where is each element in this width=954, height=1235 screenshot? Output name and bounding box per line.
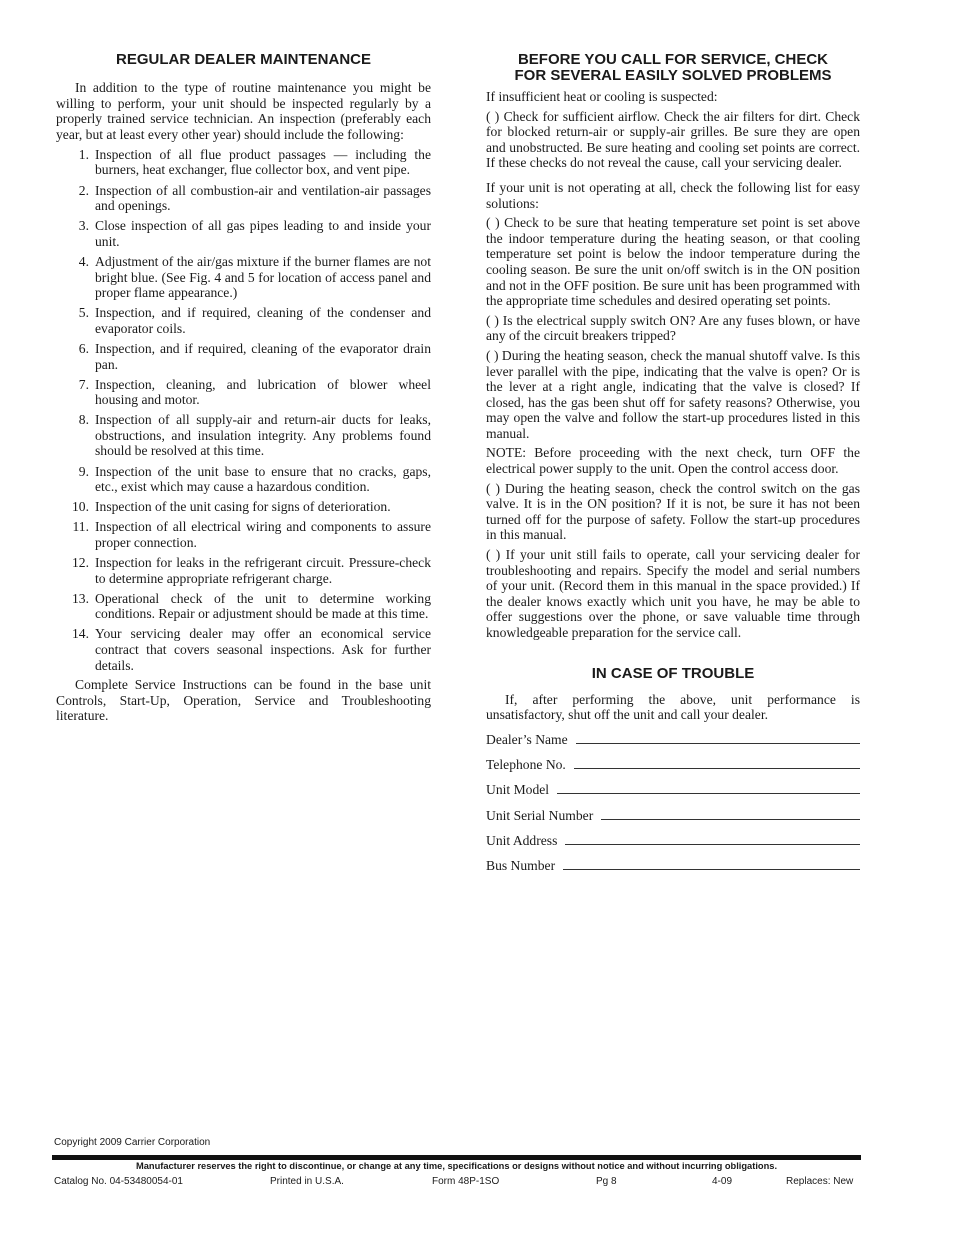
footer-rule: [52, 1155, 861, 1160]
list-number: 11.: [72, 519, 89, 535]
list-text: Inspection, and if required, cleaning of the condenser and evaporator coils.: [95, 305, 431, 336]
maintenance-heading: REGULAR DEALER MAINTENANCE: [116, 51, 371, 68]
note-power-off: NOTE: Before proceeding with the next check, turn OFF the electrical power supply to the unit. Open the control access door.: [486, 445, 860, 477]
list-text: Operational check of the unit to determine working conditions. Repair or adjustment should be made at this time.: [95, 590, 431, 622]
list-item: [56, 519, 431, 550]
field-label: Telephone No.: [486, 757, 566, 773]
dealer-name-field: [486, 732, 860, 748]
list-text: Inspection of the unit casing for signs of deterioration.: [95, 499, 391, 515]
list-number: 6.: [78, 340, 89, 356]
check-airflow: ( ) Check for sufficient airflow. Check the air filters for dirt. Check for blocked return-air or supply-air grilles. Be sure they are open and unobstructed. Be sure heating and cooling set points are correct. If these checks do not reveal the cause, call your servicing dealer.: [486, 108, 860, 171]
list-item: [56, 412, 431, 459]
list-number: 5.: [78, 305, 89, 321]
list-item: [56, 626, 431, 673]
unit-address-field: [486, 833, 860, 849]
list-item: [56, 147, 431, 178]
catalog-number: Catalog No. 04-53480054-01: [54, 1176, 183, 1187]
list-number: 1.: [78, 146, 89, 162]
list-item: [56, 464, 431, 495]
dealer-info-form: [486, 732, 860, 873]
list-number: 4.: [78, 253, 89, 269]
list-text: Inspection of the unit base to ensure that no cracks, gaps, etc., exist which may cause a hazardous condition.: [95, 463, 431, 495]
bus-number-field: [486, 858, 860, 874]
list-text: Inspection, cleaning, and lubrication of blower wheel housing and motor.: [95, 376, 431, 408]
check-gas-valve: ( ) During the heating season, check the control switch on the gas valve. It is in the ON position? If it is not, be sure it has not been turned off for the purpose of safety. Follow the start-up procedures in this manual.: [486, 480, 860, 543]
bus-number-line[interactable]: [563, 858, 860, 870]
call-dealer: ( ) If your unit still fails to operate, call your servicing dealer for troubleshooting and repairs. Specify the model and serial numbers of your unit. (Record them in this manual in the space provided.) If the dealer knows exactly which unit you have, he may be able to offer suggestions over the phone, or save valuable time through knowledgeable preparation for the service call.: [486, 547, 860, 640]
disclaimer: Manufacturer reserves the right to discontinue, or change at any time, specifications or designs without notice and without incurring obligations.: [135, 1161, 778, 1171]
unit-address-line[interactable]: [565, 833, 860, 845]
check-electrical: ( ) Is the electrical supply switch ON? Are any fuses blown, or have any of the circuit breakers tripped?: [486, 312, 860, 344]
list-text: Inspection of all supply-air and return-air ducts for leaks, obstructions, and insulation integrity. Any problems found should be resolved at this time.: [95, 412, 431, 459]
list-text: Inspection for leaks in the refrigerant circuit. Pressure-check to determine appropriate refrigerant charge.: [95, 555, 431, 586]
telephone-field: [486, 757, 860, 773]
list-number: 13.: [72, 590, 89, 606]
list-item: [56, 591, 431, 622]
field-label: Bus Number: [486, 857, 556, 873]
field-label: Unit Model: [486, 782, 550, 798]
list-text: Adjustment of the air/gas mixture if the burner flames are not bright blue. (See Fig. 4 and 5 for location of access panel and proper flame appearance.): [95, 253, 431, 301]
check-shutoff-valve: ( ) During the heating season, check the manual shutoff valve. Is this lever parallel with the pipe, indicating that the valve is open? Or is the lever at a right angle, indicating that the valve is closed? If closed, has the gas been shut off for safety reasons? Otherwise, you may open the valve and follow the start-up procedures listed in this manual.: [486, 347, 860, 441]
list-number: 10.: [72, 499, 89, 515]
insufficient-heat-intro: If insufficient heat or cooling is suspected:: [486, 89, 718, 104]
field-label: Unit Address: [486, 832, 558, 848]
copyright: Copyright 2009 Carrier Corporation: [54, 1137, 211, 1148]
list-number: 3.: [78, 218, 89, 234]
left-column: [56, 52, 431, 724]
list-number: 2.: [78, 182, 89, 198]
list-item: [56, 499, 431, 515]
list-item: [56, 341, 431, 372]
list-text: Close inspection of all gas pipes leading to and inside your unit.: [95, 218, 431, 249]
list-number: 8.: [78, 412, 89, 428]
right-column: [486, 52, 860, 873]
dealer-name-line[interactable]: [576, 732, 860, 744]
list-item: [56, 377, 431, 408]
telephone-line[interactable]: [574, 757, 860, 769]
form-number: Form 48P-1SO: [432, 1176, 500, 1187]
list-text: Inspection of all combustion-air and ventilation-air passages and openings.: [95, 182, 431, 214]
service-heading-line2: FOR SEVERAL EASILY SOLVED PROBLEMS: [514, 67, 832, 84]
page-number: Pg 8: [596, 1176, 617, 1187]
list-number: 12.: [72, 555, 89, 571]
printed-in: Printed in U.S.A.: [270, 1176, 344, 1187]
serial-number-line[interactable]: [601, 808, 860, 820]
not-operating-intro: If your unit is not operating at all, check the following list for easy solutions:: [486, 179, 860, 211]
check-set-point: ( ) Check to be sure that heating temperature set point is set above the indoor temperature during the heating season, or that cooling temperature set point is below the indoor temperature during the cooling season. Be sure the unit on/off switch is in the ON position and not in the OFF position. Be sure unit has been programmed with the appropriate time schedules and desired operating set points.: [486, 215, 860, 309]
trouble-heading: IN CASE OF TROUBLE: [591, 664, 755, 682]
list-text: Inspection, and if required, cleaning of the evaporator drain pan.: [95, 340, 431, 372]
field-label: Unit Serial Number: [486, 807, 594, 823]
revision-date: 4-09: [712, 1176, 733, 1187]
serial-number-field: [486, 808, 860, 824]
list-item: [56, 218, 431, 249]
service-heading: [486, 52, 860, 84]
maintenance-intro: In addition to the type of routine maintenance you might be willing to perform, your unit should be inspected regularly by a properly trained service technician. An inspection (preferably each year, but at least every other year) should include the following:: [56, 80, 431, 142]
field-label: Dealer’s Name: [486, 732, 568, 748]
list-text: Inspection of all flue product passages — including the burners, heat exchanger, flue collector box, and vent pipe.: [95, 146, 431, 178]
list-text: Inspection of all electrical wiring and components to assure proper connection.: [95, 519, 431, 550]
trouble-text: If, after performing the above, unit performance is unsatisfactory, shut off the unit and call your dealer.: [486, 691, 860, 723]
list-number: 14.: [72, 626, 89, 642]
maintenance-closing: Complete Service Instructions can be found in the base unit Controls, Start-Up, Operation, Service and Troubleshooting literature.: [56, 677, 431, 724]
list-item: [56, 183, 431, 214]
list-item: [56, 254, 431, 301]
replaces: Replaces: New: [786, 1176, 854, 1187]
unit-model-field: [486, 782, 860, 798]
list-number: 9.: [78, 463, 89, 479]
list-text: Your servicing dealer may offer an economical service contract that covers seasonal inspections. Ask for further details.: [95, 626, 431, 673]
list-item: [56, 305, 431, 336]
list-item: [56, 555, 431, 586]
list-number: 7.: [78, 376, 89, 392]
unit-model-line[interactable]: [557, 782, 860, 794]
maintenance-list: [56, 147, 431, 673]
service-heading-line1: BEFORE YOU CALL FOR SERVICE, CHECK: [517, 51, 829, 68]
